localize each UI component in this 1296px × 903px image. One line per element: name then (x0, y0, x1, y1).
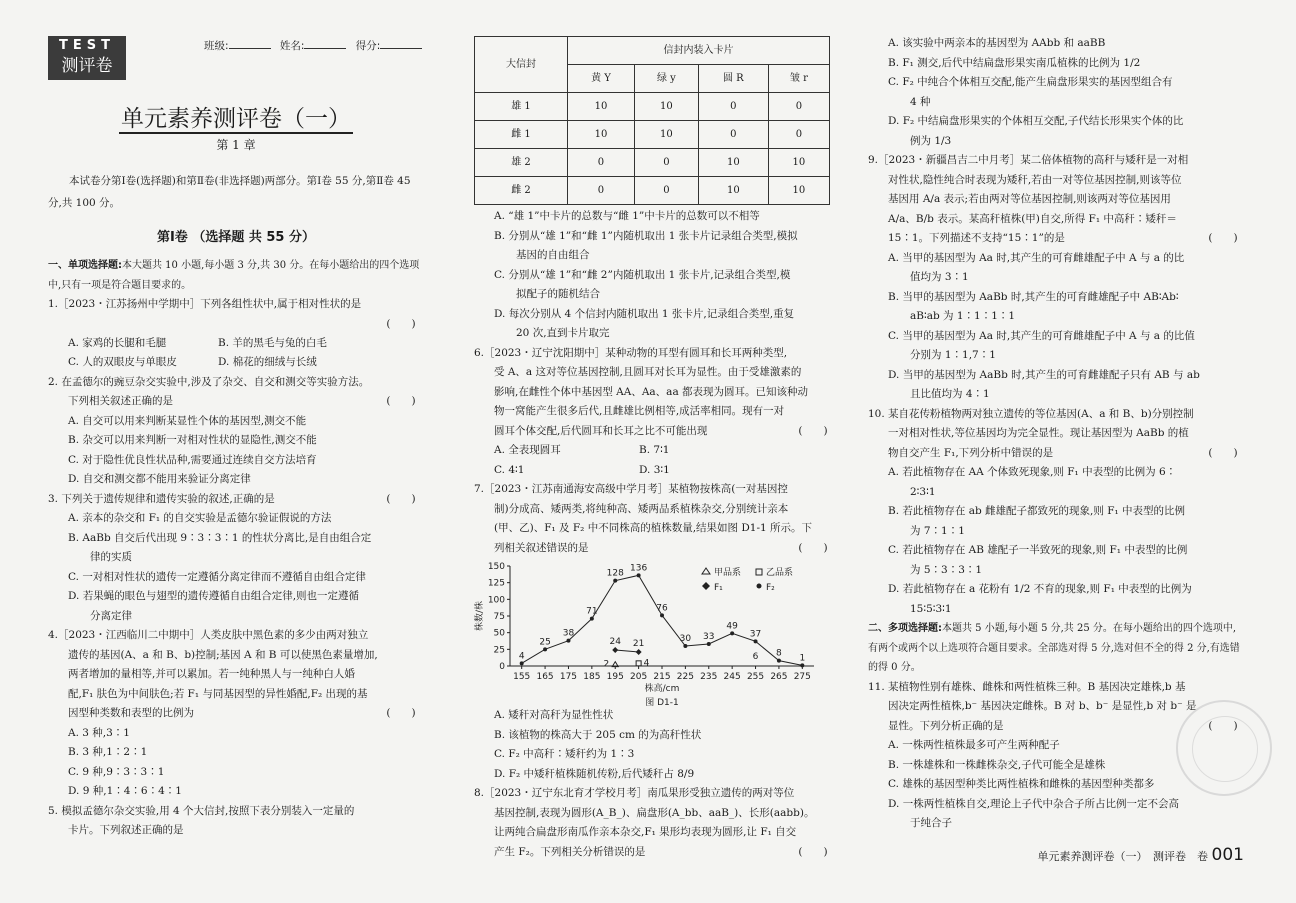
y-axis-label: 株数/株 (475, 600, 485, 632)
y-tick-label: 25 (493, 645, 505, 656)
q8-l2: 基因控制,表现为圆形(A_B_)、扁盘形(A_bb、aaB_)、长形(aabb)。 (494, 806, 815, 819)
q6-row1: A. 全表现圆耳 B. 7∶1 (494, 444, 670, 456)
point-label: 6 (752, 652, 759, 662)
q2-stem1: 2. 在孟德尔的豌豆杂交实验中,涉及了杂交、自交和测交等实验方法。 (48, 375, 370, 388)
q8-A: A. 该实验中两亲本的基因型为 AAbb 和 aaBB (888, 37, 1106, 49)
watermark-seal (1176, 700, 1272, 796)
q6-row2: C. 4∶1 D. 3∶1 (494, 463, 670, 476)
f2-series-line (522, 575, 806, 665)
test-logo (48, 36, 126, 80)
q5-l2: 卡片。下列叙述正确的是 (68, 824, 184, 836)
q8-B: B. F₁ 测交,后代中结扁盘形果实南瓜植株的比例为 1/2 (888, 56, 1141, 69)
q10-B1: B. 若此植物存在 ab 雌雄配子都致死的现象,则 F₁ 中表型的比例 (888, 505, 1186, 517)
y-tick-label: 100 (487, 595, 505, 606)
page-title: 单元素养测评卷（一） (121, 106, 351, 132)
f2-point-label: 33 (703, 632, 715, 642)
q10-A2: 2∶3∶1 (910, 485, 936, 498)
y-tick-label: 50 (493, 628, 505, 639)
q10-l2: 一对相对性状,等位基因均为完全显性。现让基因型为 AaBb 的植 (888, 427, 1189, 439)
f1-point-label: 21 (632, 639, 645, 649)
f2-point (730, 631, 734, 635)
q11-D1: D. 一株两性植株自交,理论上子代中杂合子所占比例一定不会高 (888, 797, 1180, 810)
height-chart (474, 558, 836, 706)
q7-D: D. F₂ 中矮秆植株随机传粉,后代矮秆占 8/9 (494, 767, 695, 780)
section1-intro: 一、单项选择题:本大题共 10 小题,每小题 3 分,共 30 分。在每小题给出的四个选项中,只有一项是符合题目要求的。 (48, 260, 420, 291)
q11-l3: 显性。下列分析正确的是 ( ) (888, 719, 1238, 732)
x-tick-label: 255 (746, 672, 765, 682)
q10-l3: 物自交产生 F₁,下列分析中错误的是 ( ) (888, 446, 1238, 459)
height-chart-svg (474, 558, 836, 706)
q3-D2: 分离定律 (90, 609, 132, 622)
f2-point-label: 25 (539, 637, 551, 648)
q5-D2: 20 次,直到卡片取完 (516, 327, 610, 339)
q9-l3: 基因用 A/a 表示;若由两对等位基因控制,则该两对等位基因用 (888, 193, 1171, 205)
f2-point-label: 136 (630, 563, 648, 574)
q7-l4: 列相关叙述错误的是 ( ) (494, 541, 828, 554)
q7-l3: (甲、乙)、F₁ 及 F₂ 中不同株高的植株数量,结果如图 D1-1 所示。下 (494, 522, 813, 534)
table-row: 雄 1 10 10 0 0 (475, 93, 830, 121)
f2-point (707, 642, 711, 646)
f2-point (520, 661, 524, 665)
x-tick-label: 225 (676, 672, 694, 682)
logo-bottom: 测评卷 (61, 56, 113, 76)
name-field[interactable] (304, 48, 346, 49)
q4-l3: 两者增加的量相等,并可以累加。若一纯种黑人与一纯种白人婚 (68, 668, 355, 680)
x-tick-label: 235 (700, 672, 718, 682)
q11-l1: 11. 某植物性别有雄株、雌株和两性植株三种。B 基因决定雄株,b 基 (868, 680, 1186, 693)
table-head-envelope: 大信封 (475, 37, 568, 93)
x-axis-label: 株高/cm (644, 684, 680, 694)
x-tick-label: 245 (723, 672, 741, 682)
q4-C: C. 9 种,9∶3∶3∶1 (68, 765, 165, 778)
f2-point-label: 76 (656, 603, 668, 614)
q6-l2: 受 A、a 这对等位基因控制,且圆耳对长耳为显性。由于受雄激素的 (494, 366, 802, 378)
q5-B2: 基因的自由组合 (516, 249, 590, 261)
q6-l1: 6.［2023・辽宁沈阳期中］某种动物的耳型有圆耳和长耳两种类型, (474, 346, 788, 359)
q11-C: C. 雄株的基因型种类比两性植株和雌株的基因型种类都多 (888, 778, 1155, 790)
f2-point (660, 613, 664, 617)
page-number: 001 (1211, 845, 1244, 865)
q5-l1: 5. 模拟孟德尔杂交实验,用 4 个大信封,按照下表分别装入一定量的 (48, 804, 355, 817)
q2-C: C. 对于隐性优良性状品种,需要通过连续自交方法培育 (68, 453, 317, 466)
x-tick-label: 155 (513, 672, 531, 682)
footer-text: 单元素养测评卷（一） 测评卷 卷 (1037, 850, 1209, 863)
q10-C2: 为 5∶3∶3∶1 (910, 563, 983, 576)
col-green: 绿 y (634, 65, 698, 93)
q1-row2: C. 人的双眼皮与单眼皮 D. 棉花的细绒与长绒 (68, 356, 317, 368)
x-tick-label: 215 (653, 672, 671, 682)
table-row: 雌 1 10 10 0 0 (475, 121, 830, 149)
f2-point (543, 647, 547, 651)
q2-A: A. 自交可以用来判断某显性个体的基因型,测交不能 (68, 414, 307, 427)
q3-B2: 律的实质 (90, 551, 132, 563)
q9-C1: C. 当甲的基因型为 Aa 时,其产生的可育雌雄配子中 A 与 a 的比值 (888, 329, 1195, 342)
q4-D: D. 9 种,1∶4∶6∶4∶1 (68, 785, 182, 797)
q7-A: A. 矮秆对高秆为显性性状 (494, 709, 614, 721)
legend-f2-label: F₂ (766, 583, 775, 593)
q4-l4: 配,F₁ 肤色为中间肤色;若 F₁ 与同基因型的异性婚配,F₂ 出现的基 (68, 687, 368, 700)
class-field[interactable] (229, 48, 271, 49)
x-tick-label: 275 (793, 672, 811, 682)
f2-point (613, 579, 617, 583)
q10-A1: A. 若此植物存在 AA 个体致死现象,则 F₁ 中表型的比例为 6∶ (888, 466, 1177, 478)
q11-A: A. 一株两性植株最多可产生两种配子 (888, 739, 1060, 751)
x-tick-label: 195 (606, 672, 624, 682)
q5-C1: C. 分别从“雄 1”和“雌 2”内随机取出 1 张卡片,记录组合类型,模 (494, 268, 791, 281)
f2-point (566, 639, 570, 643)
y-tick-label: 75 (493, 612, 505, 622)
f2-point (590, 617, 594, 621)
q9-l5: 15∶1。下列描述不支持“15∶1”的是 ( ) (888, 232, 1238, 244)
chapter-label: 第 1 章 (216, 138, 256, 152)
y-tick-label: 150 (487, 562, 505, 572)
q4-l5: 因型种类数和表型的比例为 ( ) (68, 707, 416, 719)
yi-point (636, 661, 641, 666)
col-yellow: 黄 Y (568, 65, 635, 93)
legend-yi-marker (756, 569, 762, 575)
f2-point-label: 128 (606, 568, 624, 579)
q5-C2: 拟配子的随机结合 (516, 288, 600, 300)
q10-C1: C. 若此植物存在 AB 雄配子一半致死的现象,则 F₁ 中表型的比例 (888, 544, 1188, 556)
f2-point (754, 639, 758, 643)
yi-point-label: 4 (643, 658, 650, 669)
q4-l1: 4.［2023・江西临川二中期中］人类皮肤中黑色素的多少由两对独立 (48, 629, 369, 641)
intro-text: 本试卷分第Ⅰ卷(选择题)和第Ⅱ卷(非选择题)两部分。第Ⅰ卷 55 分,第Ⅱ卷 45 分,共 100 分。 (48, 175, 411, 209)
q3-D1: D. 若果蝇的眼色与翅型的遗传遵循自由组合定律,则也一定遵循 (68, 590, 360, 602)
q2-stem2: 下列相关叙述正确的是 ( ) (68, 395, 416, 407)
q11-B: B. 一株雄株和一株雌株杂交,子代可能全是雄株 (888, 758, 1106, 771)
section2-intro: 二、多项选择题:本题共 5 小题,每小题 5 分,共 25 分。在每小题给出的四个选项中,有两个或两个以上选项符合题目要求。全部选对得 5 分,选对但不全的得 2 分,有选错的得 0 分。 (868, 623, 1240, 673)
q2-B: B. 杂交可以用来判断一对相对性状的显隐性,测交不能 (68, 434, 317, 446)
column-1 (48, 256, 424, 841)
f2-point-label: 38 (562, 628, 575, 639)
q6-l3: 影响,在雌性个体中基因型 AA、Aa、aa 都表现为圆耳。已知该种动 (494, 385, 809, 398)
jia-point-label: 2 (603, 659, 610, 670)
q10-D2: 15∶5∶3∶1 (910, 602, 952, 615)
table-row: 雌 2 0 0 10 10 (475, 177, 830, 205)
legend-f1-label: F₁ (714, 583, 723, 593)
q1-row1: A. 家鸡的长腿和毛腿 B. 羊的黑毛与兔的白毛 (68, 336, 327, 349)
q2-D: D. 自交和测交都不能用来验证分离定律 (68, 473, 251, 485)
class-label: 班级: (204, 40, 229, 52)
q5-D1: D. 每次分别从 4 个信封内随机取出 1 张卡片,记录组合类型,重复 (494, 307, 795, 320)
q11-D2: 于纯合子 (910, 817, 952, 829)
f2-point-label: 1 (799, 653, 806, 664)
col-wrinkled: 皱 r (768, 65, 829, 93)
q5-B1: B. 分别从“雄 1”和“雌 1”内随机取出 1 张卡片记录组合类型,模拟 (494, 229, 798, 242)
q8-D1: D. F₂ 中结扁盘形果实的个体相互交配,子代结长形果实个体的比 (888, 115, 1184, 127)
x-tick-label: 185 (583, 672, 601, 682)
x-tick-label: 165 (536, 672, 554, 682)
f1-series-line (615, 650, 638, 652)
legend-jia-marker (702, 568, 710, 574)
q8-C2: 4 种 (910, 95, 931, 108)
q9-l4: A/a、B/b 表示。某高秆植株(甲)自交,所得 F₁ 中高秆∶矮秆＝ (888, 212, 1177, 225)
student-info (204, 38, 428, 53)
q3-stem: 3. 下列关于遗传规律和遗传实验的叙述,正确的是 ( ) (48, 492, 416, 505)
q4-A: A. 3 种,3∶1 (68, 726, 130, 739)
f1-point-label: 24 (609, 637, 621, 647)
logo-top: TEST (59, 38, 115, 53)
f2-point-label: 37 (749, 629, 762, 640)
q10-D1: D. 若此植物存在 a 花粉有 1/2 不育的现象,则 F₁ 中表型的比例为 (888, 583, 1192, 595)
q9-A1: A. 当甲的基因型为 Aa 时,其产生的可育雌雄配子中 A 与 a 的比 (888, 251, 1185, 264)
part1-heading: 第Ⅰ卷 （选择题 共 55 分） (156, 230, 316, 245)
envelope-table (474, 36, 830, 205)
q3-B1: B. AaBb 自交后代出现 9∶3∶3∶1 的性状分离比,是自由组合定 (68, 531, 372, 544)
q5-A: A. “雄 1”中卡片的总数与“雌 1”中卡片的总数可以不相等 (494, 210, 760, 222)
q4-l2: 遗传的基因(A、a 和 B、b)控制;基因 A 和 B 可以使黑色素量增加, (68, 648, 378, 661)
q8-D2: 例为 1/3 (910, 134, 952, 147)
col-round: 圆 R (698, 65, 768, 93)
q11-l2: 因决定两性植株,b⁻ 基因决定雌株。B 对 b、b⁻ 是显性,b 对 b⁻ 是 (888, 700, 1197, 712)
chart-caption: 图 D1-1 (645, 698, 679, 706)
name-label: 姓名: (279, 40, 305, 52)
q9-B2: aB∶ab 为 1∶1∶1∶1 (910, 310, 1016, 322)
q1-stem: 1.［2023・江苏扬州中学期中］下列各组性状中,属于相对性状的是 (48, 298, 362, 310)
f1-point (612, 647, 618, 653)
legend-f2-marker (757, 584, 762, 589)
q9-D1: D. 当甲的基因型为 AaBb 时,其产生的可育雌雄配子只有 AB 与 ab (888, 368, 1200, 381)
x-tick-label: 265 (770, 672, 788, 682)
x-tick-label: 205 (630, 672, 648, 682)
q9-B1: B. 当甲的基因型为 AaBb 时,其产生的可育雌雄配子中 AB∶Ab∶ (888, 290, 1179, 303)
q10-B2: 为 7∶1∶1 (910, 524, 965, 537)
q3-A: A. 亲本的杂交和 F₁ 的自交实验是孟德尔验证假说的方法 (68, 512, 332, 524)
legend-f1-marker (702, 582, 710, 590)
y-tick-label: 125 (487, 578, 505, 589)
column-2 (474, 36, 836, 862)
f2-point-label: 8 (776, 648, 782, 659)
f2-point (637, 573, 641, 577)
q7-B: B. 该植物的株高大于 205 cm 的为高秆性状 (494, 728, 702, 741)
q7-l1: 7.［2023・江苏南通海安高级中学月考］某植物按株高(一对基因控 (474, 483, 788, 495)
q7-C: C. F₂ 中高秆∶矮秆约为 1∶3 (494, 748, 635, 760)
f2-point (777, 659, 781, 663)
q9-A2: 值均为 3∶1 (910, 271, 969, 283)
y-tick-label: 0 (499, 662, 505, 672)
q6-l5: 圆耳个体交配,后代圆耳和长耳之比不可能出现 ( ) (494, 424, 828, 437)
q8-l3: 让两纯合扁盘形南瓜作亲本杂交,F₁ 果形均表现为圆形,让 F₁ 自交 (494, 826, 797, 838)
q8-l1: 8.［2023・辽宁东北育才学校月考］南瓜果形受独立遗传的两对等位 (474, 787, 795, 799)
f2-point (683, 644, 687, 648)
q6-l4: 物一窝能产生很多后代,且雌雄比例相等,成活率相同。现有一对 (494, 405, 785, 417)
score-label: 得分: (355, 40, 381, 52)
page-footer (1038, 845, 1244, 865)
q9-l1: 9.［2023・新疆昌吉二中月考］某二倍体植物的高秆与矮秆是一对相 (868, 154, 1189, 166)
f2-point-label: 49 (726, 621, 738, 632)
f2-point-label: 4 (518, 651, 525, 662)
q4-B: B. 3 种,1∶2∶1 (68, 746, 148, 758)
f2-point-label: 30 (679, 634, 692, 644)
f2-point (800, 663, 804, 667)
q10-l1: 10. 某自花传粉植物两对独立遗传的等位基因(A、a 和 B、b)分别控制 (868, 407, 1194, 420)
table-row: 雄 2 0 0 10 10 (475, 149, 830, 177)
q7-l2: 制)分成高、矮两类,将纯种高、矮两品系植株杂交,分别统计亲本 (494, 502, 789, 515)
q8-l4: 产生 F₂。下列相关分析错误的是 ( ) (494, 845, 828, 858)
table-head-cards: 信封内装入卡片 (568, 37, 830, 65)
q1-bracket[interactable]: ( ) (386, 317, 416, 330)
f2-point-label: 71 (586, 606, 598, 617)
q3-C: C. 一对相对性状的遗传一定遵循分离定律而不遵循自由组合定律 (68, 570, 366, 583)
x-tick-label: 175 (559, 672, 578, 682)
score-field[interactable] (380, 48, 422, 49)
q9-l2: 对性状,隐性纯合时表现为矮秆,若由一对等位基因控制,则该等位 (888, 173, 1182, 186)
legend-yi-label: 乙品系 (766, 568, 794, 578)
q9-C2: 分别为 1∶1,7∶1 (910, 349, 996, 361)
q8-C1: C. F₂ 中纯合个体相互交配,能产生扁盘形果实的基因型组合有 (888, 76, 1173, 88)
f1-point (636, 649, 642, 655)
q9-D2: 且比值均为 4∶1 (910, 388, 990, 400)
legend-jia-label: 甲品系 (714, 568, 742, 578)
